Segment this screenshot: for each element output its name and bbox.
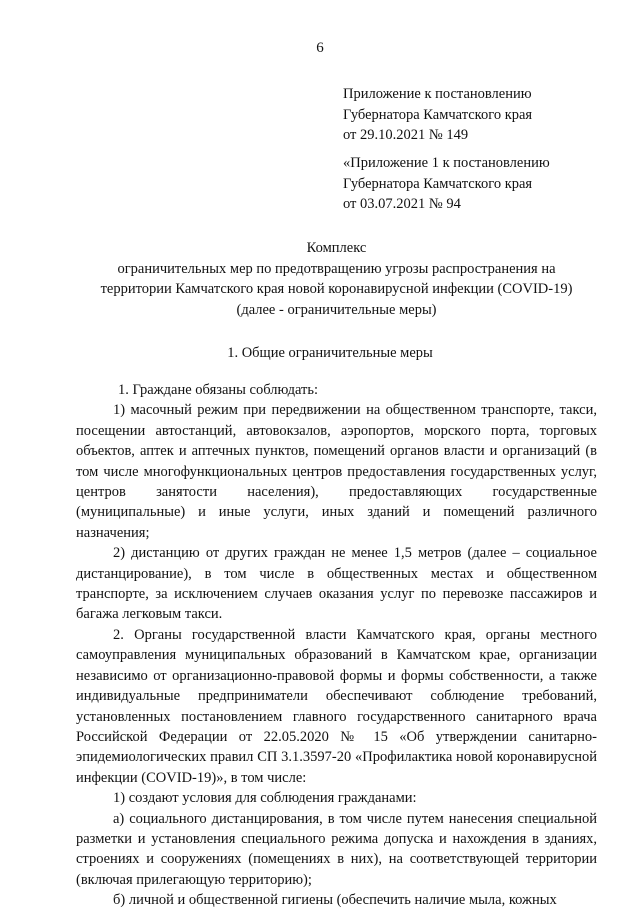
paragraph: 2. Органы государственной власти Камчатского края, органы местного самоуправления муниципальных образований в Камчатском крае, организации независимо от организационно-правовой формы и формы собственности, а также индивидуальные предприниматели обеспечивают соблюдение требований, установленных постановлением главного государственного санитарного врача Российской Федерации от 22.05.2020 № 15 «Об утверждении санитарно-эпидемиологических правил СП 3.1.3597-20 «Профилактика новой коронавирусной инфекции (COVID-19)», в том числе: — [76, 626, 597, 786]
paragraph: 1) масочный режим при передвижении на общественном транспорте, такси, посещении автостанций, автовокзалов, аэропортов, морского порта, торговых объектов, аптек и аптечных пунктов, помещений органов власти и организаций (в том числе многофункциональных центров предоставления государственных услуг, центров занятости населения), предоставляющих государственные (муниципальные) и иные услуги, иных зданий и помещений различного назначения; — [76, 402, 597, 541]
paragraph: б) личной и общественной гигиены (обеспечить наличие мыла, кожных — [113, 892, 557, 909]
title-heading: Комплекс — [306, 240, 367, 256]
document-body — [76, 380, 597, 911]
title-line: территории Камчатского края новой коронавирусной инфекции (COVID-19) — [100, 281, 573, 297]
paragraph: 1) создают условия для соблюдения гражданами: — [113, 790, 417, 807]
title-line: (далее - ограничительные меры) — [236, 301, 437, 318]
section-title: 1. Общие ограничительные меры — [227, 345, 433, 361]
paragraph: 1. Граждане обязаны соблюдать: — [118, 382, 318, 398]
appendix-quoted-line: «Приложение 1 к постановлению — [343, 155, 550, 171]
paragraph: 2) дистанцию от других граждан не менее 1,5 метров (далее – социальное дистанцирование), в том числе в общественных местах и общественном транспорте, за исключением случаев оказания услуг по перевозке пассажиров и багажа легковым такси. — [76, 545, 597, 623]
title-line: ограничительных мер по предотвращению угрозы распространения на — [117, 260, 556, 277]
appendix-reference — [343, 84, 623, 146]
page-number: 6 — [316, 40, 324, 56]
document-title — [60, 238, 613, 320]
appendix-quoted-reference — [343, 153, 623, 215]
appendix-quoted-line: от 03.07.2021 № 94 — [343, 196, 461, 212]
appendix-line: от 29.10.2021 № 149 — [343, 127, 469, 143]
appendix-line: Приложение к постановлению — [343, 86, 532, 102]
appendix-line: Губернатора Камчатского края — [343, 106, 533, 123]
paragraph: а) социального дистанцирования, в том числе путем нанесения специальной разметки и установления специального режима допуска и нахождения в зданиях, строениях и сооружениях (помещениях в них), на соответствующей территории (включая прилегающую территорию); — [76, 810, 597, 888]
appendix-quoted-line: Губернатора Камчатского края — [343, 175, 533, 192]
